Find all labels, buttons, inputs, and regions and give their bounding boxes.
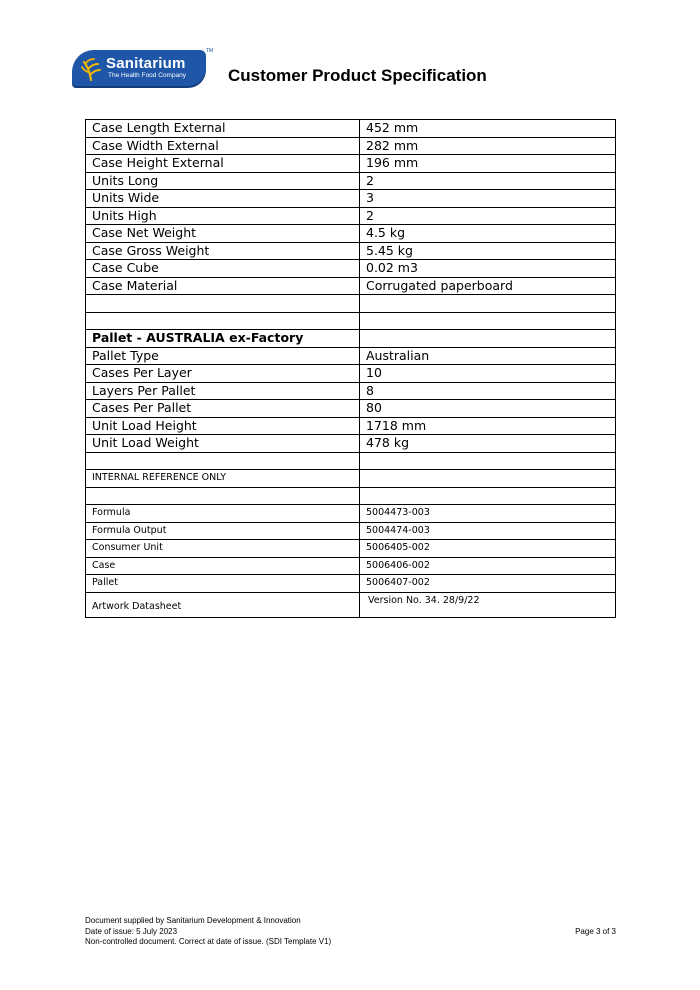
spec-label-cell: Units Wide	[86, 190, 360, 208]
table-row	[86, 155, 616, 173]
table-row	[86, 120, 616, 138]
table-row	[86, 382, 616, 400]
spec-value-cell	[360, 312, 616, 330]
table-row	[86, 417, 616, 435]
spec-label-cell: Cases Per Layer	[86, 365, 360, 383]
table-row	[86, 190, 616, 208]
wheat-sun-icon	[81, 57, 101, 81]
spec-value-cell: 4.5 kg	[360, 225, 616, 243]
spec-label-cell: Case Height External	[86, 155, 360, 173]
logo-tagline: The Health Food Company	[108, 72, 187, 79]
spec-value-cell: 5006405-002	[360, 540, 616, 558]
table-row	[86, 400, 616, 418]
spec-value-cell: 3	[360, 190, 616, 208]
table-row	[86, 330, 616, 348]
table-row	[86, 470, 616, 488]
table-row	[86, 365, 616, 383]
spec-label-cell: Case Gross Weight	[86, 242, 360, 260]
spec-label-cell: Case Width External	[86, 137, 360, 155]
spec-label-cell: Pallet Type	[86, 347, 360, 365]
spec-value-cell	[360, 330, 616, 348]
spec-value-cell	[360, 470, 616, 488]
table-row	[86, 505, 616, 523]
spec-value-cell: 2	[360, 207, 616, 225]
spec-label-cell	[86, 452, 360, 470]
table-row	[86, 435, 616, 453]
spec-value-cell: 5004474-003	[360, 522, 616, 540]
spec-label-cell: Artwork Datasheet	[86, 592, 360, 617]
spec-value-cell	[360, 452, 616, 470]
spec-label-cell	[86, 312, 360, 330]
spec-value-cell: Australian	[360, 347, 616, 365]
spec-value-cell: Corrugated paperboard	[360, 277, 616, 295]
table-row	[86, 295, 616, 313]
table-row	[86, 242, 616, 260]
specification-table	[85, 119, 616, 618]
table-row	[86, 592, 616, 617]
table-row	[86, 540, 616, 558]
table-row	[86, 347, 616, 365]
spec-value-cell: Version No. 34. 28/9/22	[360, 592, 616, 617]
spec-value-cell: 5006406-002	[360, 557, 616, 575]
table-row	[86, 312, 616, 330]
spec-label-cell: Case Net Weight	[86, 225, 360, 243]
footer-issue-date: Date of issue: 5 July 2023	[85, 926, 178, 936]
spec-label-cell: Units High	[86, 207, 360, 225]
page-number: Page 3 of 3	[575, 927, 616, 936]
footer-supplier-line: Document supplied by Sanitarium Development & Innovation	[85, 916, 301, 925]
spec-value-cell: 452 mm	[360, 120, 616, 138]
sanitarium-logo	[72, 48, 212, 86]
table-row	[86, 172, 616, 190]
table-row	[86, 207, 616, 225]
table-row	[86, 557, 616, 575]
document-footer	[85, 916, 331, 948]
footer-control-note: Non-controlled document. Correct at date of issue. (SDI Template V1)	[85, 937, 332, 946]
spec-label-cell: Units Long	[86, 172, 360, 190]
spec-value-cell: 8	[360, 382, 616, 400]
spec-label-cell: Case Material	[86, 277, 360, 295]
spec-label-cell: Pallet - AUSTRALIA ex-Factory	[86, 330, 360, 348]
spec-value-cell: 10	[360, 365, 616, 383]
spec-label-cell: Consumer Unit	[86, 540, 360, 558]
spec-label-cell: Formula Output	[86, 522, 360, 540]
table-row	[86, 137, 616, 155]
page-title: Customer Product Specification	[228, 66, 487, 85]
spec-value-cell: 5004473-003	[360, 505, 616, 523]
spec-value-cell: 0.02 m3	[360, 260, 616, 278]
spec-label-cell: Layers Per Pallet	[86, 382, 360, 400]
table-row	[86, 260, 616, 278]
table-row	[86, 522, 616, 540]
spec-value-cell: 80	[360, 400, 616, 418]
specification-table-body	[86, 120, 616, 618]
spec-label-cell: Case	[86, 557, 360, 575]
spec-value-cell: 1718 mm	[360, 417, 616, 435]
spec-label-cell: Formula	[86, 505, 360, 523]
spec-label-cell: Pallet	[86, 575, 360, 593]
table-row	[86, 487, 616, 505]
spec-label-cell: Case Length External	[86, 120, 360, 138]
spec-value-cell	[360, 487, 616, 505]
spec-label-cell: INTERNAL REFERENCE ONLY	[86, 470, 360, 488]
table-row	[86, 452, 616, 470]
spec-label-cell: Cases Per Pallet	[86, 400, 360, 418]
spec-value-cell: 196 mm	[360, 155, 616, 173]
table-row	[86, 225, 616, 243]
spec-label-cell	[86, 295, 360, 313]
logo-name: Sanitarium	[106, 55, 186, 72]
spec-label-cell	[86, 487, 360, 505]
spec-label-cell: Unit Load Height	[86, 417, 360, 435]
spec-label-cell: Unit Load Weight	[86, 435, 360, 453]
spec-value-cell: 5006407-002	[360, 575, 616, 593]
spec-value-cell: 478 kg	[360, 435, 616, 453]
spec-value-cell: 5.45 kg	[360, 242, 616, 260]
table-row	[86, 575, 616, 593]
logo-badge	[72, 50, 206, 86]
spec-value-cell: 282 mm	[360, 137, 616, 155]
table-row	[86, 277, 616, 295]
logo-trademark: TM	[206, 48, 214, 54]
spec-label-cell: Case Cube	[86, 260, 360, 278]
spec-value-cell	[360, 295, 616, 313]
spec-value-cell: 2	[360, 172, 616, 190]
